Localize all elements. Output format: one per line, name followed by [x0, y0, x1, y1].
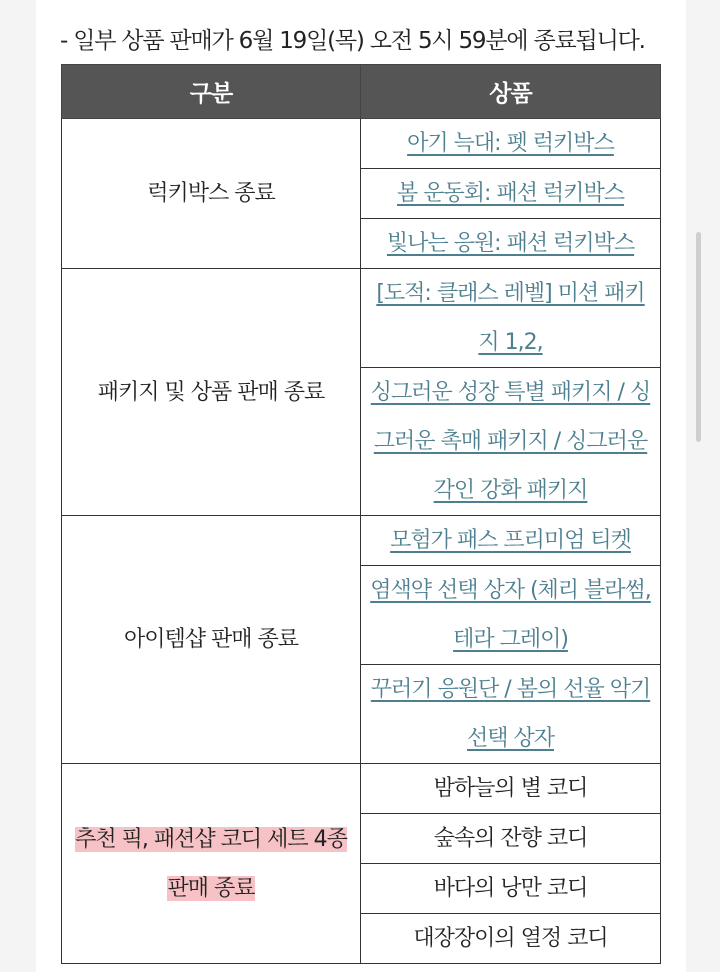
header-product: 상품 [361, 65, 661, 119]
product-link[interactable]: 봄 운동회: 패션 럭키박스 [361, 169, 661, 219]
product-item: 대장장이의 열정 코디 [361, 914, 661, 964]
category-label: 럭키박스 종료 [147, 181, 275, 206]
product-item: 바다의 낭만 코디 [361, 864, 661, 914]
category-cell [62, 119, 361, 269]
product-item: 숲속의 잔향 코디 [361, 814, 661, 864]
product-link[interactable]: [도적: 클래스 레벨] 미션 패키지 1,2, [361, 269, 661, 368]
table-row [62, 516, 661, 566]
category-label: 아이템샵 판매 종료 [123, 627, 298, 652]
product-link[interactable]: 아기 늑대: 펫 럭키박스 [361, 119, 661, 169]
category-label: 패키지 및 상품 판매 종료 [97, 379, 325, 405]
scrollbar[interactable] [696, 232, 701, 442]
header-category: 구분 [62, 65, 361, 119]
category-cell [62, 516, 361, 764]
product-link[interactable]: 꾸러기 응원단 / 봄의 선율 악기 선택 상자 [361, 665, 661, 764]
product-end-table [61, 64, 661, 964]
product-link[interactable]: 싱그러운 성장 특별 패키지 / 싱그러운 촉매 패키지 / 싱그러운 각인 강화 패키지 [361, 368, 661, 516]
table-header-row [62, 65, 661, 119]
table-row [62, 764, 661, 814]
table-row [62, 119, 661, 169]
category-label-highlighted: 추천 픽, 패션샵 코디 세트 4종 판매 종료 [75, 826, 347, 901]
notice-text: - 일부 상품 판매가 6월 19일(목) 오전 5시 59분에 종료됩니다. [60, 28, 645, 54]
product-link[interactable]: 모험가 패스 프리미엄 티켓 [361, 516, 661, 566]
table-row [62, 269, 661, 368]
product-item: 밤하늘의 별 코디 [361, 764, 661, 814]
product-link[interactable]: 염색약 선택 상자 (체리 블라썸, 테라 그레이) [361, 566, 661, 665]
product-link[interactable]: 빛나는 응원: 패션 럭키박스 [361, 219, 661, 269]
category-cell [62, 269, 361, 516]
category-cell [62, 764, 361, 964]
